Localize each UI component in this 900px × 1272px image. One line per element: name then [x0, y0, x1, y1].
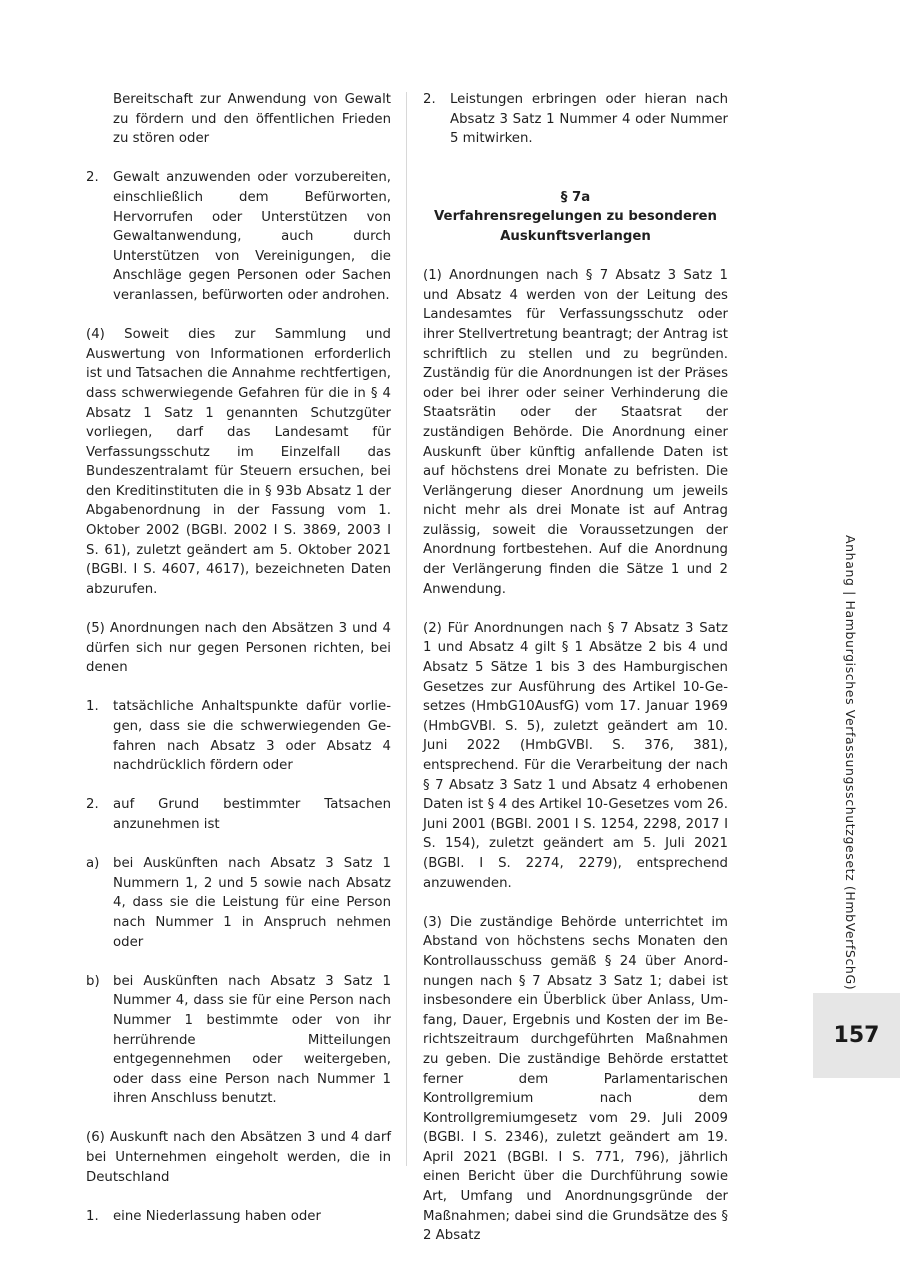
page-number: 157: [833, 1023, 880, 1048]
list-item: [423, 90, 728, 149]
list-item-number: 2.: [86, 797, 99, 813]
list-item-text: bei Auskünften nach Absatz 3 Satz 1 Nummer 4, dass sie für eine Person nach Nummer 1 bestimmte oder von ihr herrührende Mitteilungen entgegennehmen oder weitergeben, oder dass eine Person nach Nummer 1 ihren Anschluss benutzt.: [113, 973, 391, 1107]
list-item-letter: b): [86, 973, 100, 989]
column-divider: [406, 92, 407, 1166]
paragraph-3: (3) Die zuständige Behörde unterrichtet im Abstand von höchstens sechs Monaten den Kontrollausschuss gemäß § 24 über Anordnungen nach § 7 Absatz 3 Satz 1; dabei ist insbesondere ein Überblick über Anlass, Umfang, Dauer, Ergebnis und Kosten der im Berichtszeitraum durchgeführten Maßnahmen zu geben. Die zuständige Behörde erstattet ferner dem Parlamentarischen Kontrollgremium nach dem Kontrollgremiumgesetz vom 29. Juli 2009 (BGBl. I S. 2346), zuletzt geändert am 19. April 2021 (BGBl. I S. 771, 796), jährlich einen Bericht über die Durchführung sowie Art, Umfang und Anordnungsgründe der Maßnahmen; dabei sind die Grundsätze des § 2 Absatz: [423, 914, 728, 1244]
section-title-line-1: Verfahrensregelungen zu besonderen: [433, 209, 718, 225]
list-item-number: 2.: [423, 92, 436, 107]
list-item: [86, 168, 391, 305]
list-item: [86, 854, 391, 952]
paragraph-6: (6) Auskunft nach den Absätzen 3 und 4 darf bei Unternehmen eingeholt werden, die in Deutschland: [86, 1130, 391, 1185]
section-heading: [423, 188, 728, 247]
page-number-box: [813, 993, 900, 1078]
list-item-text: tatsächliche Anhaltspunkte dafür vorliegen, dass sie die schwerwiegenden Gefahren nach Absatz 3 oder Absatz 4 nachdrücklich fördern oder: [113, 699, 391, 774]
section-title-line-2: Auskunftsverlangen: [500, 228, 651, 244]
list-item-number: 2.: [86, 170, 99, 186]
running-side-title: Anhang | Hamburgisches Verfassungsschutzgesetz (HmbVerfSchG): [843, 535, 858, 991]
list-item: [86, 972, 391, 1109]
paragraph-2: (2) Für Anordnungen nach § 7 Absatz 3 Satz 1 und Absatz 4 gilt § 1 Absätze 2 bis 4 und Absatz 5 Sätze 1 bis 3 des Hamburgischen Gesetzes zur Ausführung des Artikel 10-Gesetzes (HmbG10AusfG) vom 17. Januar 1969 (HmbGVBl. S. 5), zuletzt geändert am 10. Juni 2022 (HmbGVBl. S. 376, 381), entsprechend. Für die Verarbeitung der nach § 7 Absatz 3 Satz 1 und Absatz 4 erhobenen Daten ist § 4 des Artikel 10-Gesetzes vom 26. Juni 2001 (BGBl. 2001 I S. 1254, 2298, 2017 I S. 154), zuletzt geändert am 5. Juli 2021 (BGBl. I S. 2274, 2279), entsprechend anzuwenden.: [423, 620, 728, 891]
paragraph-4: (4) Soweit dies zur Sammlung und Auswertung von Informationen erforderlich ist und Tatsachen die Annahme rechtfertigen, dass schwerwiegende Gefahren für die in § 4 Absatz 1 Satz 1 genannten Schutzgüter vorliegen, darf das Landesamt für Verfassungsschutz im Einzelfall das Bundeszentralamt für Steuern ersuchen, bei den Kreditinstituten die in § 93b Absatz 1 der Abgabenordnung in der Fassung vom 1. Oktober 2002 (BGBl. 2002 I S. 3869, 2003 I S. 61), zuletzt geändert am 5. Oktober 2021 (BGBl. I S. 4607, 4617), bezeichneten Daten abzurufen.: [86, 327, 391, 597]
list-item-text: bei Auskünften nach Absatz 3 Satz 1 Nummern 1, 2 und 5 sowie nach Absatz 4, dass sie die Leistung für eine Person nach Nummer 1 in Anspruch nehmen oder: [113, 856, 391, 950]
list-item-text: Leistungen erbringen oder hieran nach Absatz 3 Satz 1 Nummer 4 oder Nummer 5 mitwirken.: [450, 92, 728, 147]
list-item-text: Gewalt anzuwenden oder vorzubereiten, einschließlich dem Befürworten, Hervorrufen oder Unterstützen von Gewaltanwendung, auch durch Unterstützen von Vereinigungen, die Anschläge gegen Personen oder Sachen veranlassen, befürworten oder androhen.: [113, 170, 391, 303]
left-column: [86, 90, 391, 1246]
list-item: [86, 795, 391, 834]
list-item: [86, 697, 391, 775]
list-item-letter: a): [86, 856, 100, 872]
list-item-text: eine Niederlassung haben oder: [113, 1208, 321, 1224]
paragraph-1: (1) Anordnungen nach § 7 Absatz 3 Satz 1 und Absatz 4 werden von der Leitung des Landesamtes für Verfassungsschutz oder ihrer Stellvertretung beantragt; der Antrag ist schriftlich zu stellen und zu begründen. Zuständig für die Anordnungen ist der Präses oder bei ihrer oder seiner Verhinderung die Staatsrätin oder der Staatsrat der zuständigen Behörde. Die Anordnung einer Auskunft über künftig anfallende Daten ist auf höchstens drei Monate zu befristen. Die Verlängerung dieser Anordnung um jeweils nicht mehr als drei Monate ist auf Antrag zulässig, soweit die Voraussetzungen der Anordnung fortbestehen. Auf die Anordnung der Verlängerung finden die Sätze 1 und 2 Anwendung.: [423, 268, 728, 597]
list-item-number: 1.: [86, 699, 99, 715]
section-number: § 7a: [560, 189, 591, 205]
right-column: [423, 90, 728, 1265]
paragraph-5: (5) Anordnungen nach den Absätzen 3 und 4 dürfen sich nur gegen Personen richten, bei denen: [86, 621, 391, 676]
continued-item-text: Bereitschaft zur Anwendung von Gewalt zu fördern und den öffentlichen Frieden zu stören oder: [113, 92, 391, 147]
list-item-number: 1.: [86, 1208, 99, 1224]
list-item: [86, 1207, 391, 1227]
list-item-text: auf Grund bestimmter Tatsachen anzunehmen ist: [113, 797, 391, 832]
